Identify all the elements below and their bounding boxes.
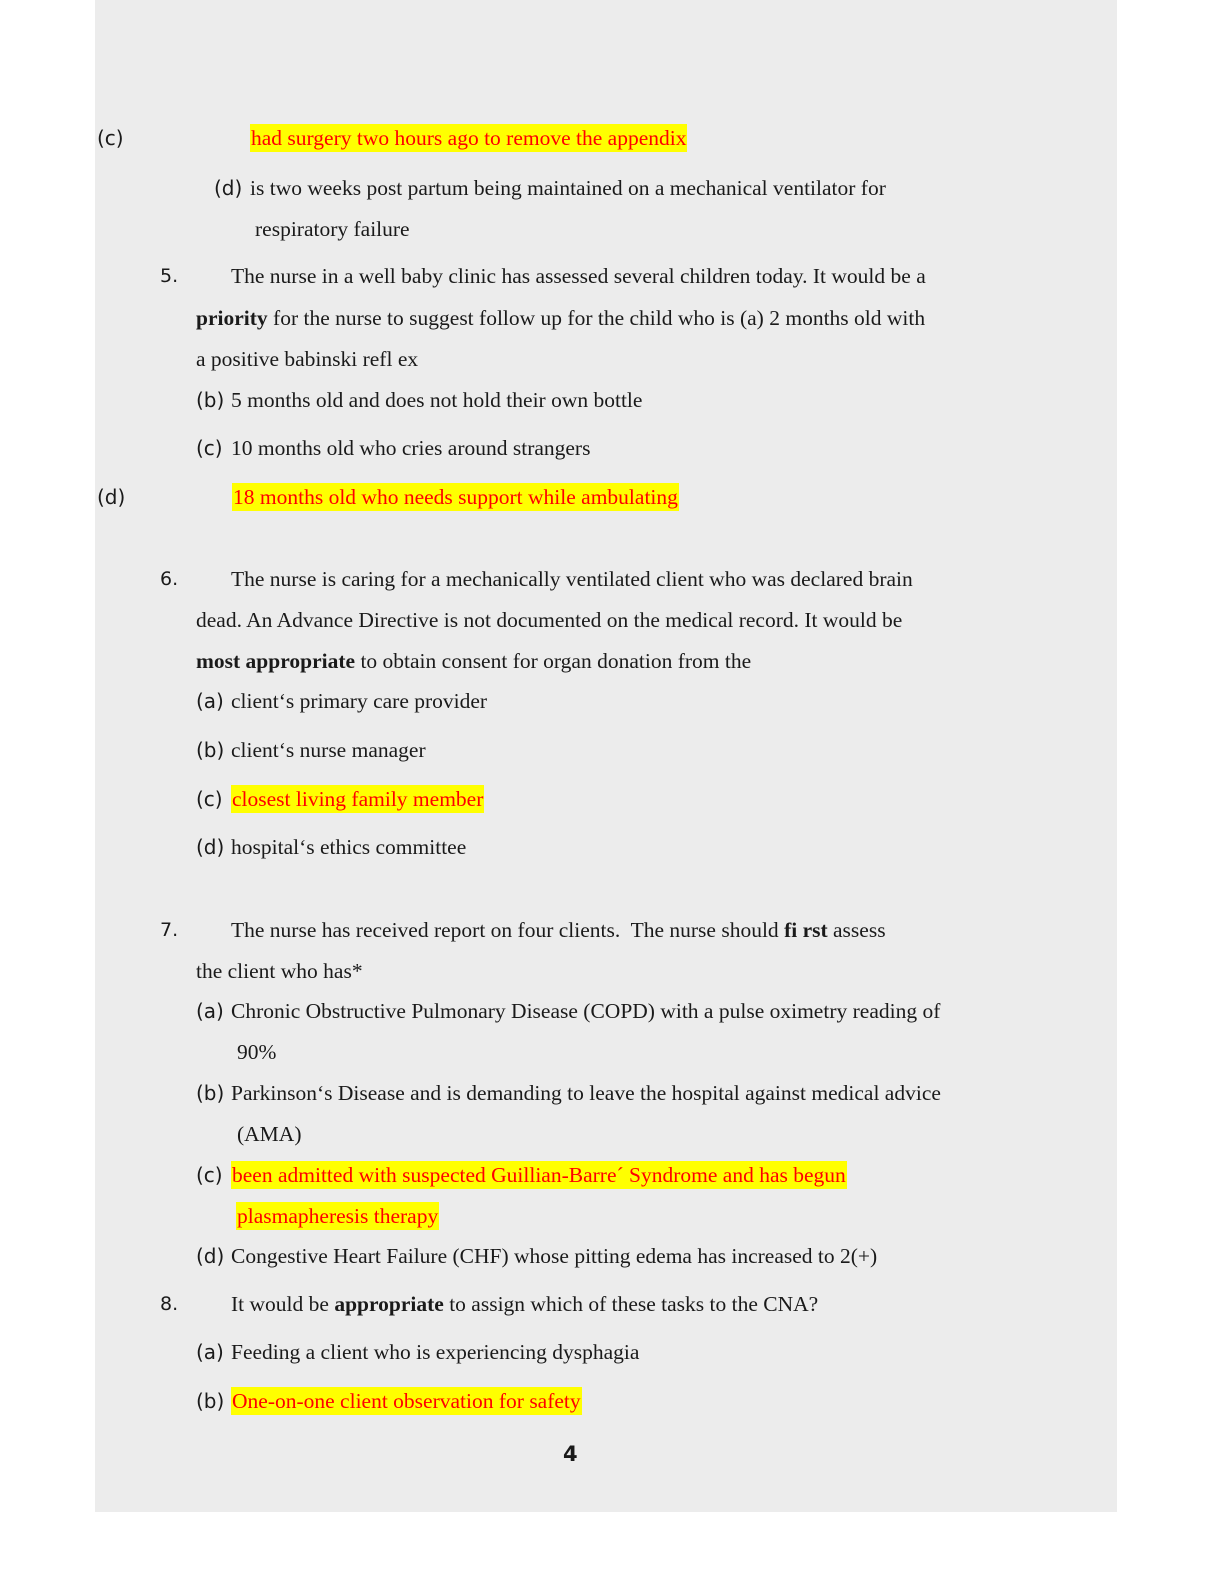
- q7-emphasis: fi rst: [784, 918, 828, 942]
- q5-option-d-answer: 18 months old who needs support while ambulating: [233, 485, 678, 509]
- q8-stem: [231, 1290, 818, 1318]
- q8-option-a-text: Feeding a client who is experiencing dysphagia: [231, 1340, 640, 1364]
- q7-option-a-line2: 90%: [237, 1040, 277, 1064]
- q5-option-b-text: 5 months old and does not hold their own bottle: [231, 388, 643, 412]
- q5-option-b-label: (b): [196, 388, 225, 412]
- q7-option-d-label: (d): [196, 1244, 225, 1268]
- q6-stem-line3: [196, 647, 751, 675]
- q6-stem-line1: The nurse is caring for a mechanically ventilated client who was declared brain: [231, 567, 913, 591]
- q7-option-b-line1: Parkinson‘s Disease and is demanding to leave the hospital against medical advice: [231, 1081, 941, 1105]
- q6-option-a-label: (a): [196, 689, 224, 713]
- q4-option-d-label: (d): [214, 176, 243, 200]
- q7-option-c-label: (c): [196, 1163, 223, 1187]
- page-number: 4: [563, 1442, 578, 1466]
- q7-number: 7.: [160, 919, 179, 941]
- q6-emphasis: most appropriate: [196, 649, 356, 673]
- q7-stem-line1-post: assess: [827, 918, 886, 942]
- q7-option-a-line1: Chronic Obstructive Pulmonary Disease (COPD) with a pulse oximetry reading of: [231, 999, 941, 1023]
- q5-stem-line3: a positive babinski refl ex: [196, 347, 419, 371]
- q4-option-d-line1: is two weeks post partum being maintained on a mechanical ventilator for: [250, 176, 886, 200]
- q6-stem-line2: dead. An Advance Directive is not documented on the medical record. It would be: [196, 608, 903, 632]
- q5-stem-line2: [196, 304, 925, 332]
- q5-option-d-label: (d): [97, 485, 126, 509]
- q8-number: 8.: [160, 1293, 179, 1315]
- q7-option-a-label: (a): [196, 999, 224, 1023]
- q8-option-b-label: (b): [196, 1389, 225, 1413]
- q8-option-b-answer: One-on-one client observation for safety: [232, 1389, 581, 1413]
- q6-option-b-text: client‘s nurse manager: [231, 738, 426, 762]
- q6-option-d-text: hospital‘s ethics committee: [231, 835, 467, 859]
- q7-option-c-answer-line2: plasmapheresis therapy: [237, 1204, 439, 1228]
- q5-stem-line2-rest: for the nurse to suggest follow up for the child who is (a) 2 months old with: [267, 306, 926, 330]
- q5-number: 5.: [160, 265, 179, 287]
- q6-option-c-label: (c): [196, 787, 223, 811]
- q5-option-c-label: (c): [196, 436, 223, 460]
- q7-option-b-label: (b): [196, 1081, 225, 1105]
- q7-option-d-text: Congestive Heart Failure (CHF) whose pitting edema has increased to 2(+): [231, 1244, 878, 1268]
- q5-option-c-text: 10 months old who cries around strangers: [231, 436, 591, 460]
- q7-option-c-answer-line1: been admitted with suspected Guillian-Barre´ Syndrome and has begun: [232, 1163, 846, 1187]
- q6-stem-line3-rest: to obtain consent for organ donation from the: [355, 649, 752, 673]
- q8-stem-pre: It would be: [231, 1292, 335, 1316]
- q6-option-b-label: (b): [196, 738, 225, 762]
- q5-stem-line1: The nurse in a well baby clinic has assessed several children today. It would be a: [231, 264, 926, 288]
- q7-option-b-line2: (AMA): [237, 1122, 302, 1146]
- q7-stem-line2: the client who has*: [196, 959, 363, 983]
- q6-option-d-label: (d): [196, 835, 225, 859]
- q7-stem-line1-pre: The nurse has received report on four clients. The nurse should: [231, 918, 785, 942]
- q6-option-c-answer: closest living family member: [232, 787, 484, 811]
- q4-option-c-label: (c): [97, 126, 124, 150]
- q8-emphasis: appropriate: [334, 1292, 444, 1316]
- q8-stem-post: to assign which of these tasks to the CNA?: [443, 1292, 819, 1316]
- q7-stem-line1: [231, 916, 886, 944]
- q6-number: 6.: [160, 568, 179, 590]
- q5-emphasis: priority: [196, 306, 268, 330]
- q8-option-a-label: (a): [196, 1340, 224, 1364]
- q4-option-d-line2: respiratory failure: [255, 217, 410, 241]
- q4-option-c-answer: had surgery two hours ago to remove the appendix: [251, 126, 687, 150]
- q6-option-a-text: client‘s primary care provider: [231, 689, 488, 713]
